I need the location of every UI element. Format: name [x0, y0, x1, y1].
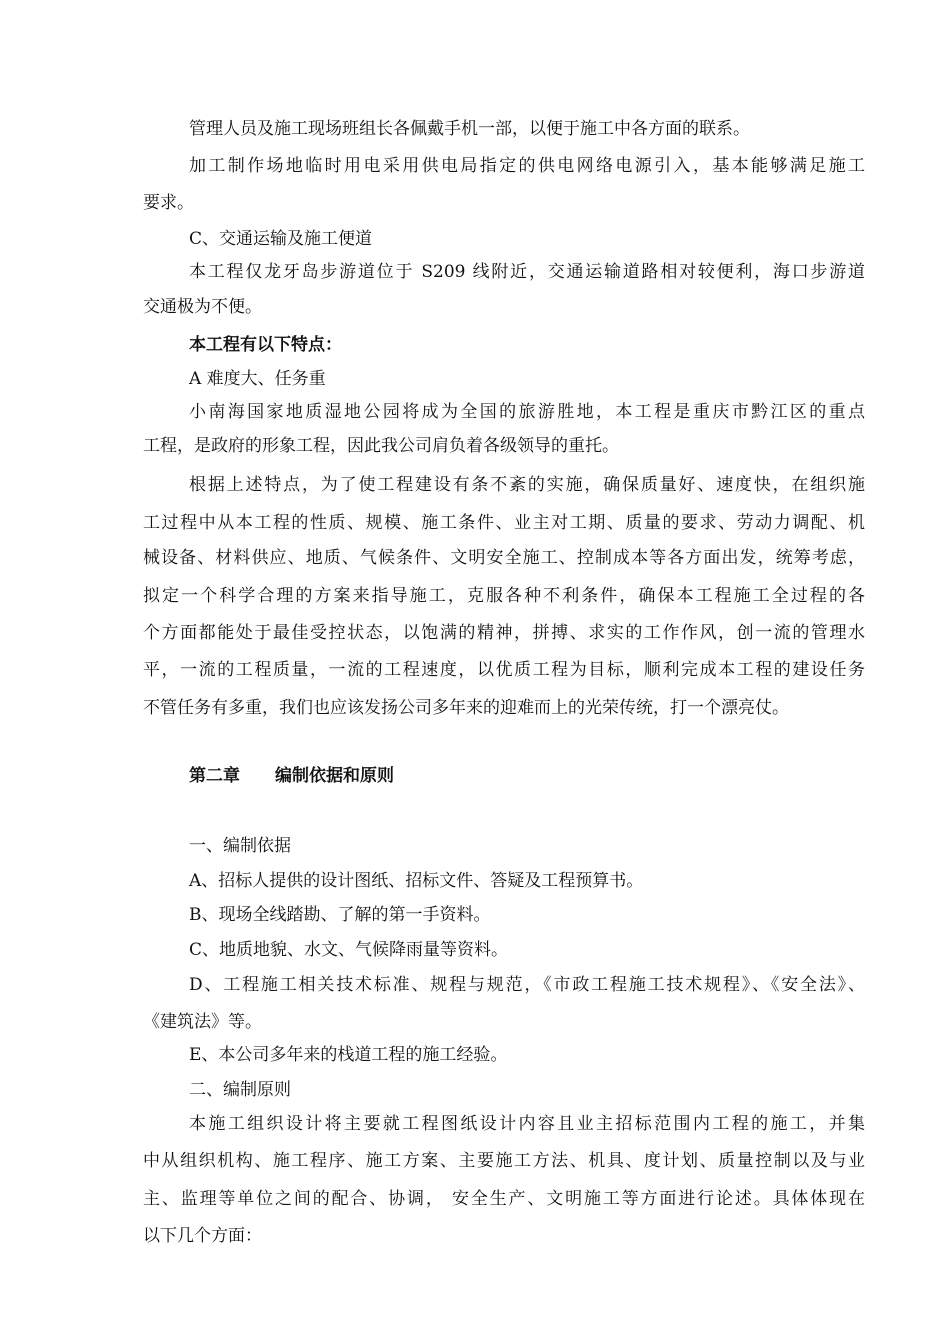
section-heading: 一、编制依据	[189, 836, 291, 856]
paragraph-line: 管理人员及施工现场班组长各佩戴手机一部，以便于施工中各方面的联系。	[189, 119, 750, 139]
chapter-title: 编制依据和原则	[275, 766, 394, 786]
list-item: C、地质地貌、水文、气候降雨量等资料。	[189, 940, 509, 960]
list-item-continuation: 《建筑法》等。	[143, 1012, 262, 1032]
chapter-heading	[189, 766, 394, 786]
paragraph-line: 要求。	[143, 193, 194, 213]
subheading: A 难度大、任务重	[189, 369, 326, 389]
features-heading: 本工程有以下特点：	[189, 335, 342, 355]
paragraph-line: 中从组织机构、施工程序、施工方案、主要施工方法、机具、度计划、质量控制以及与业	[143, 1151, 865, 1171]
paragraph-line: 拟定一个科学合理的方案来指导施工，克服各种不利条件，确保本工程施工全过程的各	[143, 586, 865, 606]
paragraph-line: 小南海国家地质湿地公园将成为全国的旅游胜地，本工程是重庆市黔江区的重点	[189, 402, 865, 422]
paragraph-line: 本施工组织设计将主要就工程图纸设计内容且业主招标范围内工程的施工，并集	[189, 1114, 865, 1134]
paragraph-line: 工过程中从本工程的性质、规模、施工条件、业主对工期、质量的要求、劳动力调配、机	[143, 513, 865, 533]
chapter-number: 第二章	[189, 766, 240, 786]
paragraph-line: 平，一流的工程质量，一流的工程速度，以优质工程为目标，顺利完成本工程的建设任务	[143, 660, 865, 680]
list-item: E、本公司多年来的栈道工程的施工经验。	[189, 1045, 508, 1065]
paragraph-line: 以下几个方面：	[143, 1226, 262, 1246]
paragraph-line: 械设备、材料供应、地质、气候条件、文明安全施工、控制成本等各方面出发，统筹考虑，	[143, 548, 865, 568]
paragraph-line: 根据上述特点，为了使工程建设有条不紊的实施，确保质量好、速度快，在组织施	[189, 475, 865, 495]
section-heading: 二、编制原则	[189, 1080, 291, 1100]
paragraph-line: 交通极为不便。	[143, 297, 262, 317]
list-item: D、工程施工相关技术标准、规程与规范，《市政工程施工技术规程》、《安全法》、	[189, 975, 865, 995]
list-item: A、招标人提供的设计图纸、招标文件、答疑及工程预算书。	[189, 871, 644, 891]
paragraph-line: 个方面都能处于最佳受控状态，以饱满的精神，拼搏、求实的工作作风，创一流的管理水	[143, 623, 865, 643]
paragraph-line: 加工制作场地临时用电采用供电局指定的供电网络电源引入，基本能够满足施工	[189, 156, 865, 176]
paragraph-line: 主、监理等单位之间的配合、协调， 安全生产、文明施工等方面进行论述。具体体现在	[143, 1189, 865, 1209]
paragraph-line: 工程，是政府的形象工程，因此我公司肩负着各级领导的重托。	[143, 436, 619, 456]
paragraph-line: 本工程仅龙牙岛步游道位于 S209 线附近，交通运输道路相对较便利，海口步游道	[189, 262, 865, 282]
paragraph-line: 不管任务有多重，我们也应该发扬公司多年来的迎难而上的光荣传统，打一个漂亮仗。	[143, 698, 789, 718]
list-item: B、现场全线踏勘、了解的第一手资料。	[189, 905, 491, 925]
section-heading: C、交通运输及施工便道	[189, 229, 373, 249]
